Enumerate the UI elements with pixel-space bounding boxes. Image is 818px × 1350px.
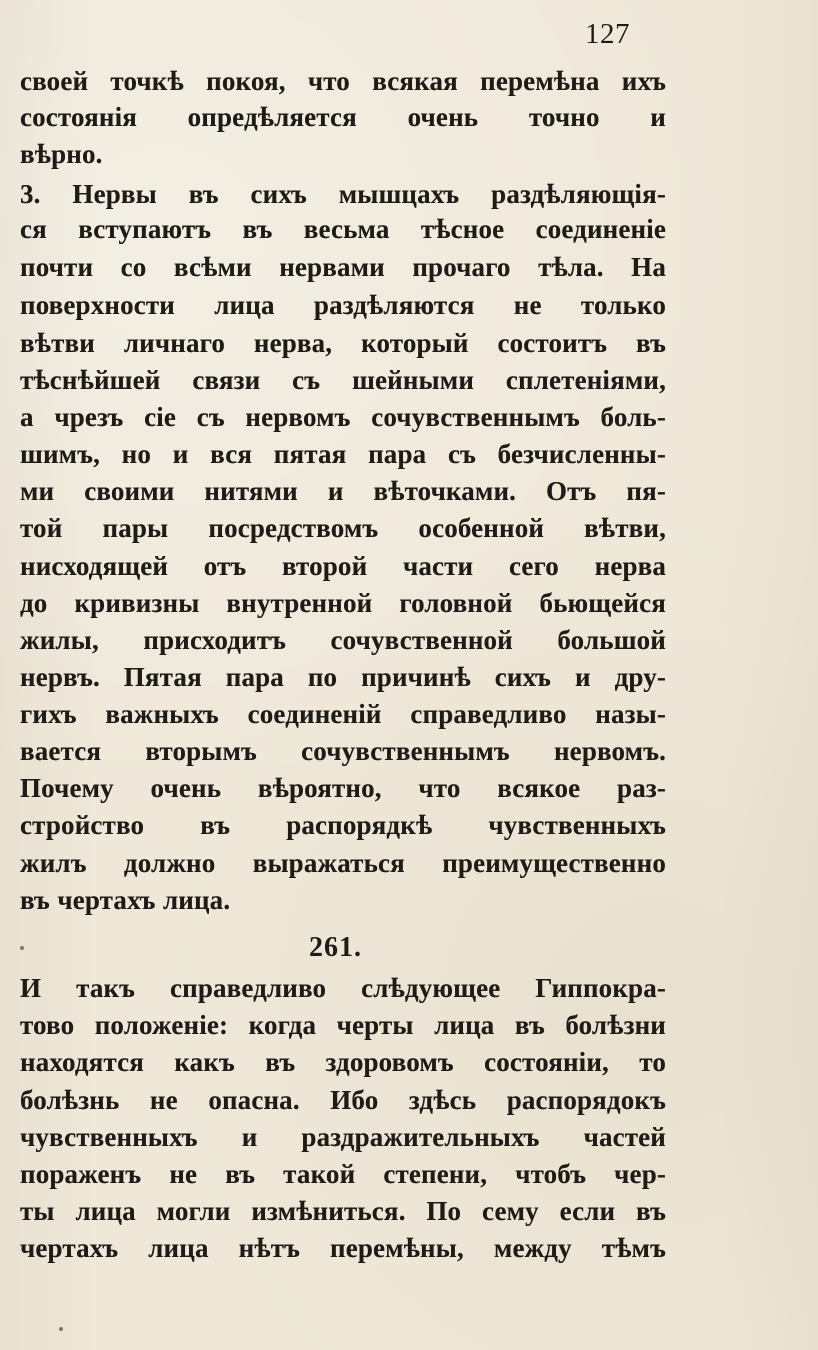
text-line-27: болѣзнь не опасна. Ибо здѣсь распорядокъ [20,1085,666,1115]
text-line-18: гихъ важныхъ соединеній справедливо назы- [20,699,666,729]
paper-speck [20,946,24,950]
text-line-17: нервъ. Пятая пара по причинѣ сихъ и дру- [20,662,666,692]
text-line-2: состоянія опредѣляется очень точно и [20,102,666,132]
text-line-29: пораженъ не въ такой степени, чтобъ чер- [20,1159,666,1189]
text-line-14: нисходящей отъ второй части сего нерва [20,551,666,581]
text-line-12: ми своими нитями и вѣточками. Отъ пя- [20,476,666,506]
text-line-3: вѣрно. [20,139,103,169]
text-line-13: той пары посредствомъ особенной вѣтви, [20,513,666,543]
text-line-30: ты лица могли измѣниться. По сему если въ [20,1196,666,1226]
text-line-19: вается вторымъ сочувственнымъ нервомъ. [20,736,666,766]
section-number: 261. [309,932,362,963]
text-line-26: находятся какъ въ здоровомъ состояніи, то [20,1047,666,1077]
text-line-5: ся вступаютъ въ весьма тѣсное соединеніе [20,214,666,244]
text-line-16: жилы, присходитъ сочувственной большой [20,625,666,655]
text-line-31: чертахъ лица нѣтъ перемѣны, между тѣмъ [20,1233,666,1263]
paper-speck [59,1327,63,1331]
text-line-11: шимъ, но и вся пятая пара съ безчисленны- [20,439,666,469]
text-line-8: вѣтви личнаго нерва, который состоитъ въ [20,328,666,358]
text-line-21: стройство въ распорядкѣ чувственныхъ [20,810,666,840]
text-line-1: своей точкѣ покоя, что всякая перемѣна ихъ [20,66,666,96]
text-line-6: почти со всѣми нервами прочаго тѣла. На [20,252,666,282]
page-number: 127 [585,18,630,50]
text-line-7: поверхности лица раздѣляются не только [20,290,666,320]
text-line-15: до кривизны внутренной головной бьющейся [20,588,666,618]
text-line-25: тово положеніе: когда черты лица въ болѣзни [20,1010,666,1040]
text-line-23: въ чертахъ лица. [20,885,231,915]
text-line-22: жилъ должно выражаться преимущественно [20,848,666,878]
text-line-10: а чрезъ сіе съ нервомъ сочувственнымъ боль- [20,402,666,432]
text-line-28: чувственныхъ и раздражительныхъ частей [20,1122,666,1152]
text-line-9: тѣснѣйшей связи съ шейными сплетеніями, [20,365,666,395]
text-line-20: Почему очень вѣроятно, что всякое раз- [20,773,666,803]
text-line-24: И такъ справедливо слѣдующее Гиппокра- [20,973,666,1003]
text-line-4: 3. Нервы въ сихъ мышцахъ раздѣляющія- [20,179,666,209]
